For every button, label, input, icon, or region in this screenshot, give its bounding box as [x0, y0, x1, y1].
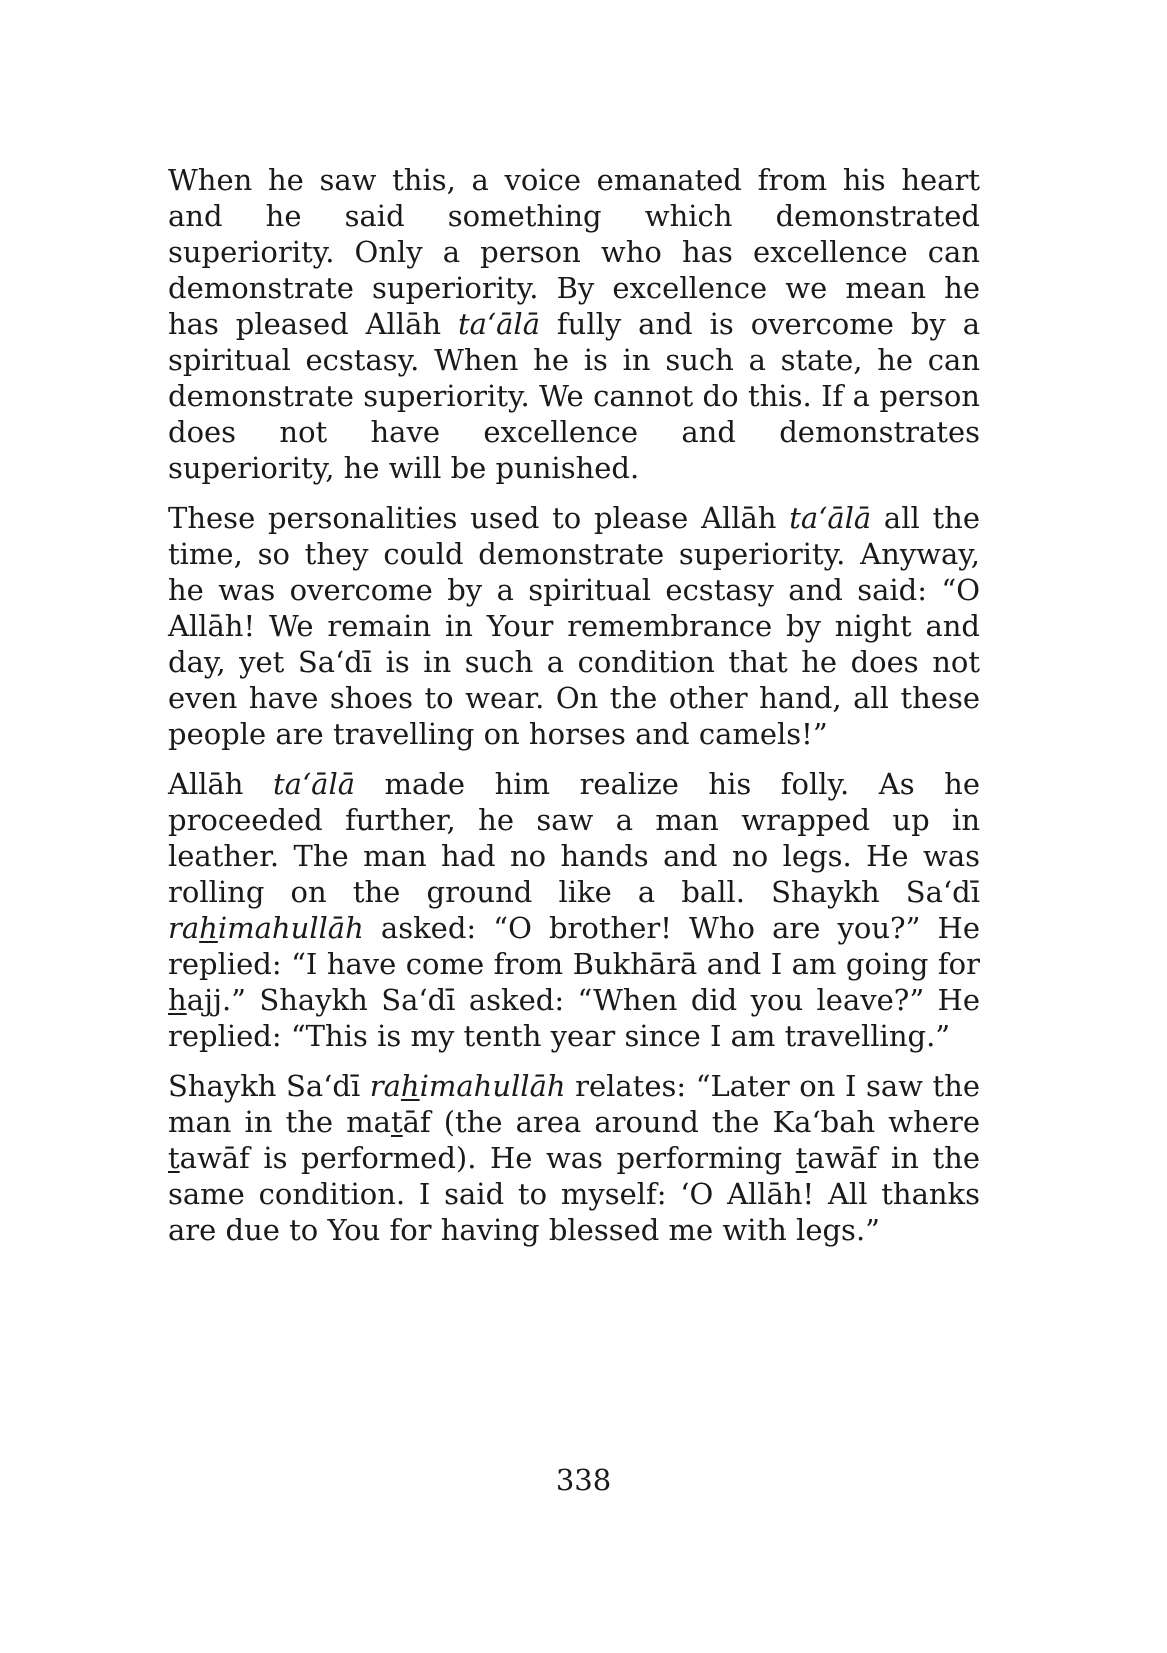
paragraph-1: [168, 162, 980, 486]
text-segment: t: [795, 1141, 808, 1175]
text-segment: ta‘ālā: [789, 501, 872, 535]
text-segment: Shaykh Sa‘dī: [168, 1069, 370, 1103]
text-segment: all the time, so they could demonstrate superiority. Anyway, he was overcome by a spiritual ecstasy and said: “O Allāh! We remain in Your remembrance by night and day, yet Sa‘dī is in such a condition that he does not even have shoes to wear. On the other hand, all these people are travelling on horses and camels!”: [168, 501, 980, 751]
text-segment: āf (the area around the Ka‘bah where: [402, 1105, 980, 1139]
text-segment: fully and is overcome by a spiritual ecstasy. When he is in such a state, he can demonstrate superiority. We cannot do this. If a person does not have excellence and demonstrates superiority, he will be punished.: [168, 307, 980, 485]
text-segment: imahullāh: [217, 911, 364, 945]
text-segment: ra: [168, 911, 200, 945]
text-segment: t: [168, 1141, 180, 1175]
paragraph-3: [168, 766, 980, 1054]
paragraph-4: [168, 1068, 980, 1248]
text-segment: imahullāh: [419, 1069, 566, 1103]
text-segment: asked: “O brother! Who are you?” He replied: “I have come from Bukhārā and I am going for: [168, 911, 980, 981]
text-segment: h: [400, 1069, 420, 1103]
text-segment: awāf in the same condition. I said to myself: ‘O Allāh! All thanks are due to You for having blessed me with legs.”: [168, 1141, 980, 1247]
text-segment: ra: [369, 1069, 401, 1103]
text-segment: ajj.” Shaykh Sa‘dī asked: “When did you leave?” He replied: “This is my tenth year since I am travelling.”: [168, 983, 980, 1053]
text-segment: When he saw this, a voice emanated from his heart and he said something which demonstrated superiority. Only a person who has excellence can demonstrate superiority. By excellence we mean he has pleased Allāh: [168, 163, 980, 341]
paragraph-2: [168, 500, 980, 752]
page-body: [168, 162, 980, 1262]
text-segment: ta‘ālā: [273, 767, 356, 801]
text-segment: ta‘ālā: [457, 307, 540, 341]
text-segment: relates: “Later on I saw the man in the ma: [168, 1069, 980, 1139]
text-segment: These personalities used to please Allāh: [168, 501, 790, 535]
text-segment: made him realize his folly. As he proceeded further, he saw a man wrapped up in leather. The man had no hands and no legs. He was rolling on the ground like a ball. Shaykh Sa‘dī: [168, 767, 980, 909]
text-segment: t: [390, 1105, 403, 1139]
text-segment: h: [168, 983, 187, 1017]
page-number: 338: [555, 1463, 612, 1497]
text-segment: Allāh: [168, 767, 273, 801]
text-segment: h: [199, 911, 218, 945]
text-segment: awāf is performed). He was performing: [179, 1141, 796, 1175]
